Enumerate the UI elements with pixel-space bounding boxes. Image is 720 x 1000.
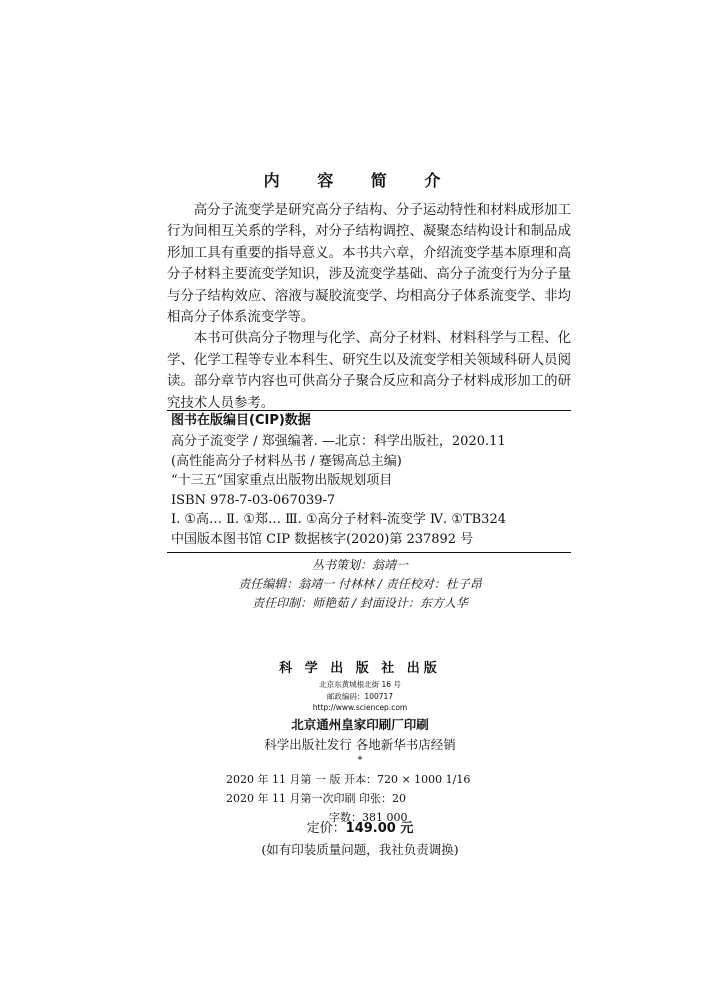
distribution-info: 科学出版社发行 各地新华书店经销 (264, 736, 456, 752)
credit-line: 责任印制：师艳茹 / 封面设计：东方人华 (252, 596, 468, 610)
colophon (0, 659, 720, 766)
spec-line: 2020 年 11 月第 一 版 开本：720 × 1000 1/16 (226, 773, 471, 786)
price-label: 定价： (306, 821, 346, 836)
publisher-postcode: 邮政编码：100717 (326, 691, 394, 701)
cip-line: Ⅰ. ①高… Ⅱ. ①郑… Ⅲ. ①高分子材料-流变学 Ⅳ. ①TB324 (171, 512, 506, 528)
editorial-credits (0, 556, 720, 613)
cip-line: “十三五”国家重点出版物出版规划项目 (171, 473, 393, 489)
printer-name: 北京通州皇家印刷厂印刷 (291, 716, 429, 732)
publisher-website: http://www.sciencep.com (312, 703, 408, 712)
credit-line: 丛书策划：翁靖一 (311, 558, 408, 572)
intro-paragraph: 本书可供高分子物理与化学、高分子材料、材料科学与工程、化学、化学工程等专业本科生、研究生以及流变学相关领域科研人员阅读。部分章节内容也可供高分子聚合反应和高分子材料成形加工的研究技术人员参考。 (167, 331, 571, 411)
introduction (167, 200, 571, 414)
cip-line: ISBN 978-7-03-067039-7 (171, 492, 336, 508)
price-value: 149.00 元 (345, 821, 414, 836)
publisher-name: 科 学 出 版 社 出版 (279, 661, 441, 676)
cip-line: 中国版本图书馆 CIP 数据核字(2020)第 237892 号 (171, 531, 474, 547)
credit-line: 责任编辑：翁靖一 付林林 / 责任校对：杜子昂 (238, 577, 482, 591)
intro-paragraph: 高分子流变学是研究高分子结构、分子运动特性和材料成形加工行为间相互关系的学科，对分子结构调控、凝聚态结构设计和制品成形加工具有重要的指导意义。本书共六章，介绍流变学基本原理和高分子材料主要流变学知识，涉及流变学基础、高分子流变行为分子量与分子结构效应、溶液与凝胶流变学、均相高分子体系流变学、非均相高分子体系流变学等。 (167, 203, 571, 326)
section-title: 内 容 简 介 (263, 171, 457, 190)
spec-line: 字数：381 000 (329, 811, 408, 824)
spec-line: 2020 年 11 月第一次印刷 印张：20 (226, 792, 406, 805)
quality-notice: (如有印装质量问题，我社负责调换) (261, 842, 459, 857)
cip-line: 高分子流变学 / 郑强编著. —北京：科学出版社，2020.11 (171, 434, 506, 449)
price (0, 819, 720, 839)
cip-data-block (167, 410, 571, 553)
separator-star: * (357, 754, 363, 766)
cip-line: (高性能高分子材料丛书 / 蹇锡高总主编) (171, 453, 402, 469)
cip-heading: 图书在版编目(CIP)数据 (171, 413, 311, 428)
publisher-address: 北京东黄城根北街 16 号 (319, 680, 401, 689)
